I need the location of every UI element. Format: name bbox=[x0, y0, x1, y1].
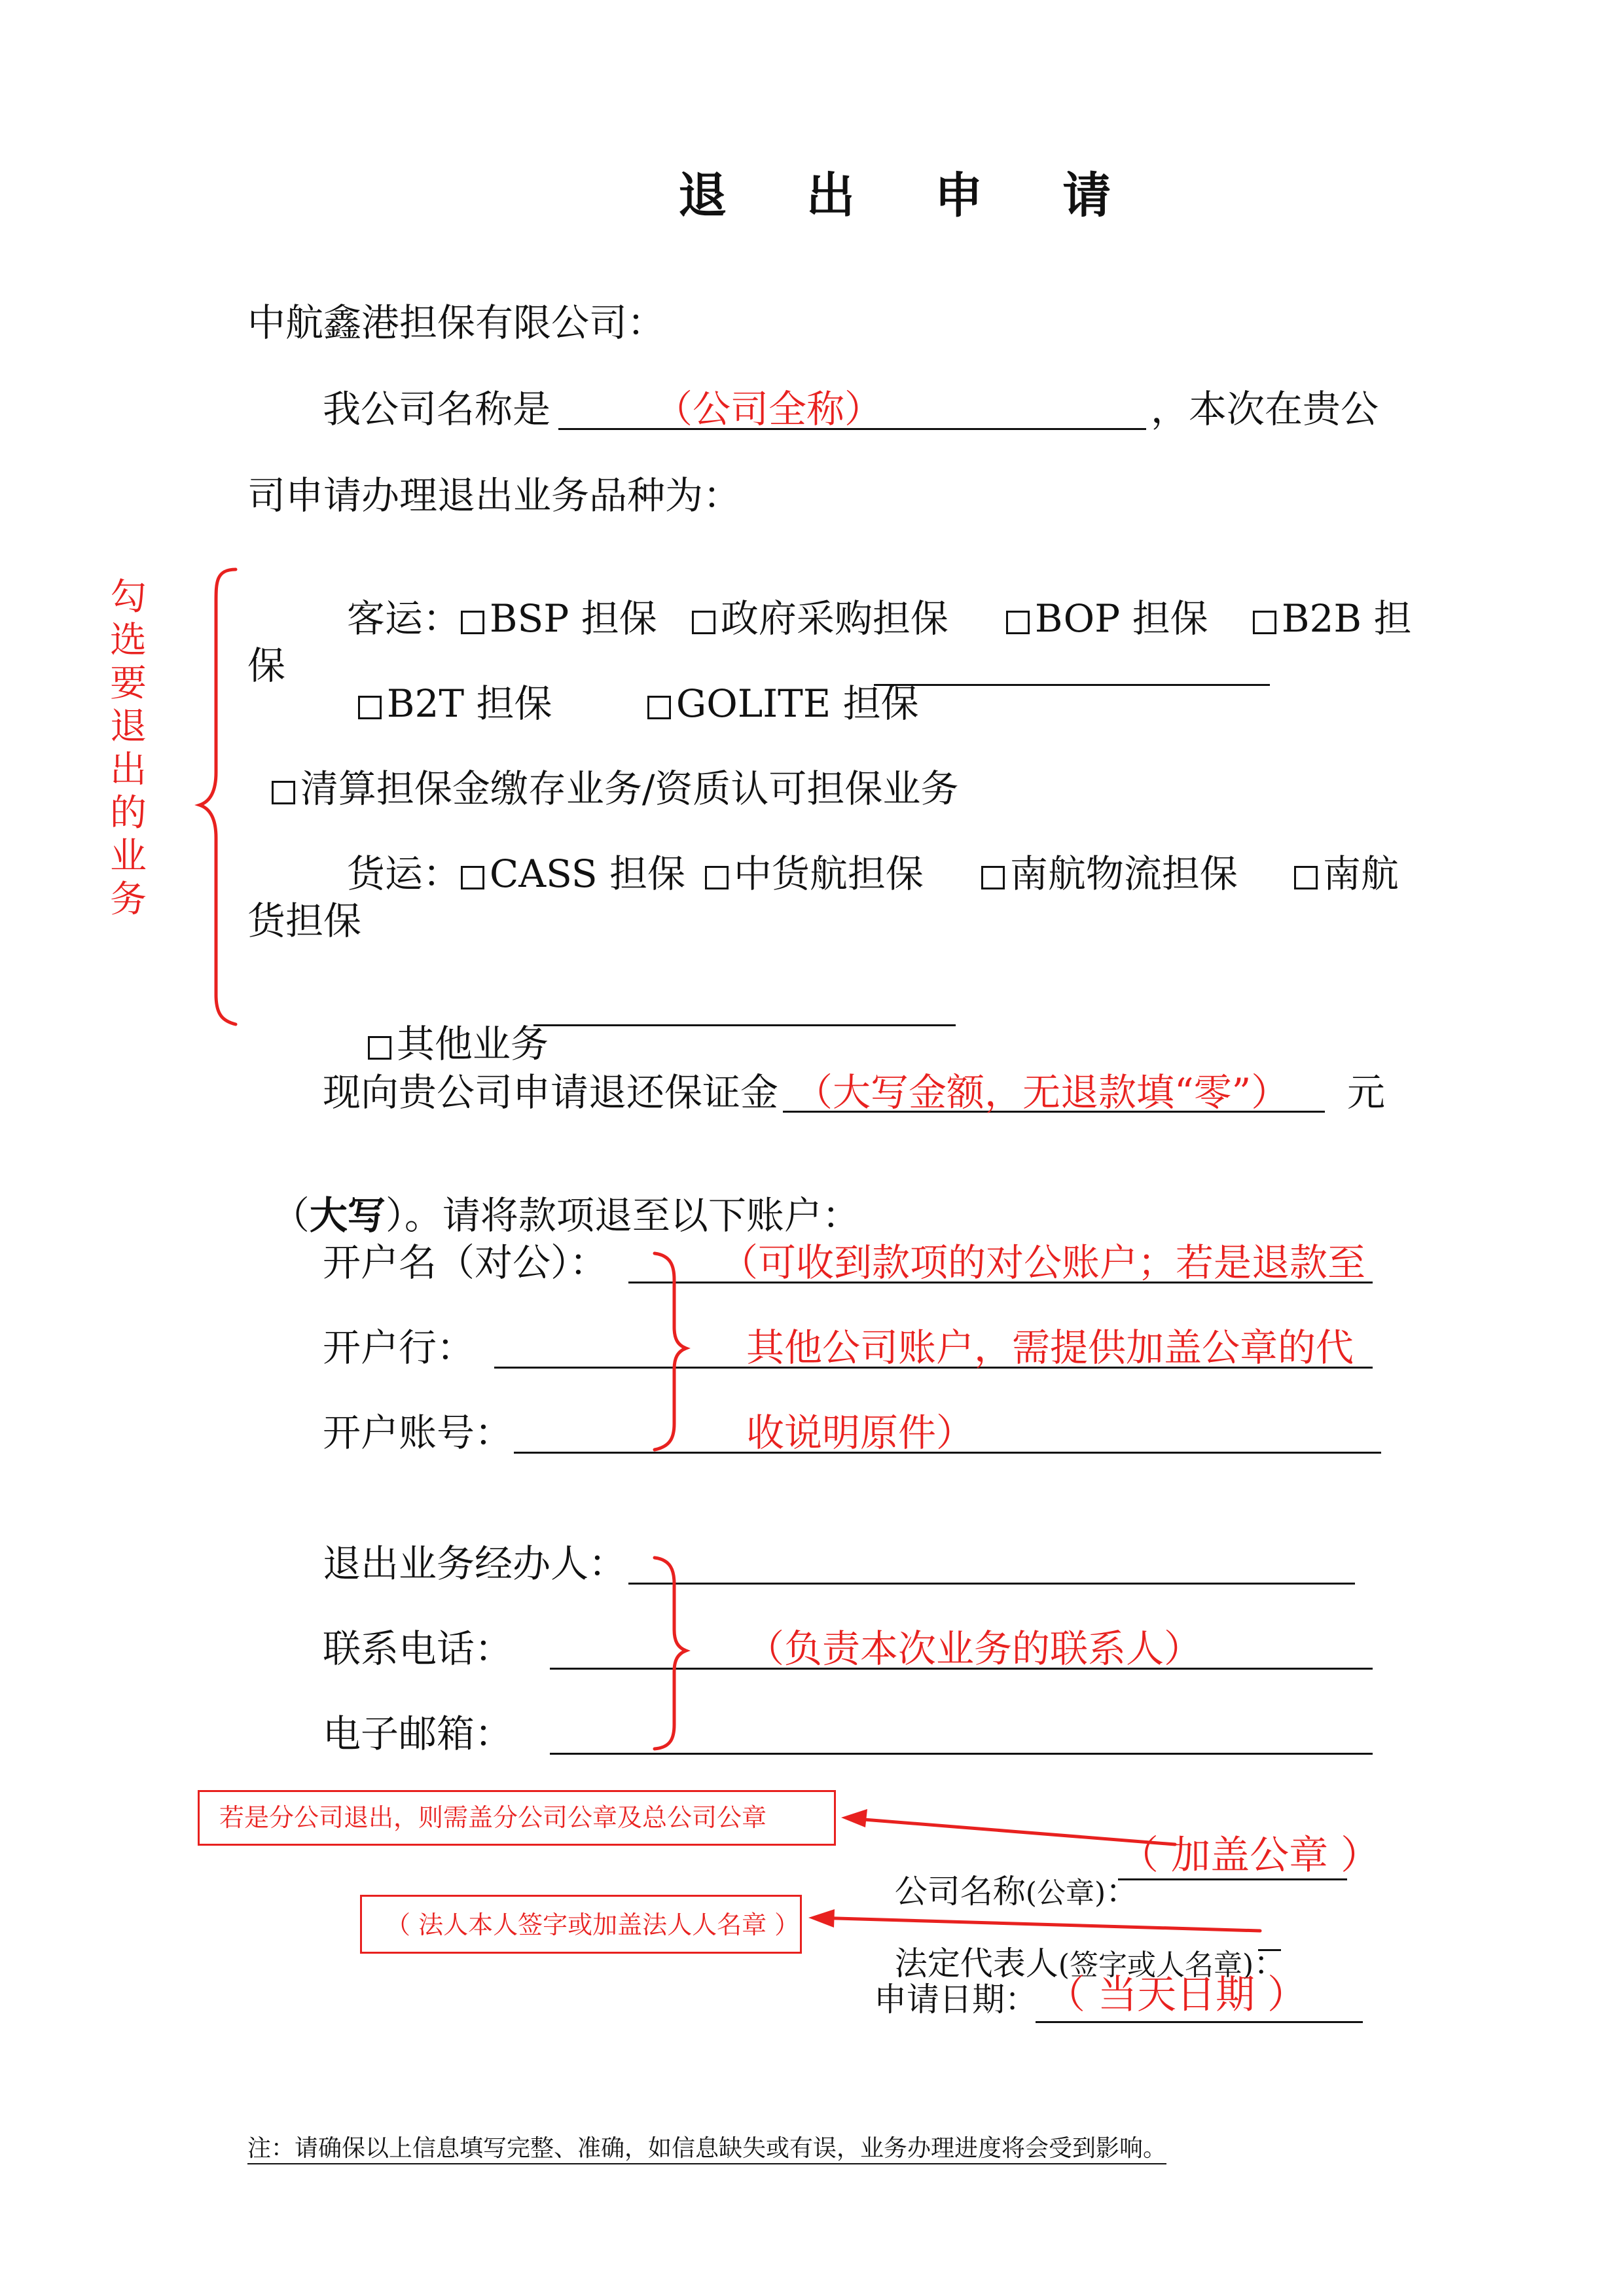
page-title: 退 出 申 请 bbox=[678, 168, 1143, 224]
legal-sign-label: 法定代表人 bbox=[894, 1945, 1058, 1982]
arrow-stamp-head bbox=[841, 1809, 867, 1827]
company-suffix: ，本次在贵公 bbox=[1151, 387, 1379, 431]
company-sign-label: 公司名称 bbox=[894, 1873, 1026, 1910]
contact-brace bbox=[655, 1558, 686, 1749]
option-b2t: B2T 担保 bbox=[386, 681, 552, 726]
option-other: 其他业务 bbox=[396, 1022, 549, 1066]
company-name-hint: （公司全称） bbox=[655, 387, 883, 431]
contact-hint: （负责本次业务的联系人） bbox=[746, 1626, 1202, 1671]
account-number-label: 开户账号： bbox=[323, 1410, 513, 1455]
account-name-label: 开户名（对公）： bbox=[323, 1240, 608, 1285]
footnote: 注：请确保以上信息填写完整、准确，如信息缺失或有误，业务办理进度将会受到影响。 bbox=[247, 2137, 1166, 2164]
company-sign-colon: ： bbox=[1106, 1873, 1139, 1910]
account-hint-2: 其他公司账户，需提供加盖公章的代 bbox=[746, 1325, 1354, 1370]
date-hint: （ 当天日期 ） bbox=[1046, 1972, 1307, 2018]
company-prefix: 我公司名称是 bbox=[323, 387, 551, 431]
legal-sign-small: (签字或人名章) bbox=[1058, 1948, 1254, 1982]
refund-open: （ bbox=[271, 1193, 310, 1238]
option-b2b: B2B 担 bbox=[1281, 596, 1412, 641]
account-brace bbox=[655, 1253, 686, 1450]
arrow-stamp-line bbox=[848, 1818, 1175, 1844]
branch-stamp-note: 若是分公司退出，则需盖分公司公章及总公司公章 bbox=[219, 1803, 767, 1832]
cargo-label: 货运： bbox=[346, 852, 461, 896]
company-sign-small: (公章) bbox=[1025, 1876, 1106, 1910]
handler-label: 退出业务经办人： bbox=[323, 1541, 627, 1586]
option-bop: BOP 担保 bbox=[1034, 596, 1208, 641]
account-hint-1: （可收到款项的对公账户；若是退款至 bbox=[720, 1240, 1366, 1285]
option-southern-logistics: 南航物流担保 bbox=[1009, 852, 1238, 896]
bank-label: 开户行： bbox=[323, 1325, 475, 1370]
option-bsp: BSP 担保 bbox=[489, 596, 657, 641]
option-gov: 政府采购担保 bbox=[720, 596, 948, 641]
refund-hint: （大写金额，无退款填“零”） bbox=[795, 1070, 1290, 1115]
left-brace bbox=[200, 569, 236, 1024]
option-clearing: 清算担保金缴存业务/资质认可担保业务 bbox=[300, 766, 959, 811]
company-line-2: 司申请办理退出业务品种为： bbox=[247, 473, 742, 518]
passenger-label: 客运： bbox=[346, 596, 461, 641]
side-note: 勾选要退出的业务 bbox=[110, 576, 147, 921]
refund-rest: ）。请将款项退至以下账户： bbox=[385, 1193, 860, 1238]
arrow-legal-head bbox=[808, 1909, 835, 1928]
arrow-legal-line bbox=[815, 1918, 1260, 1931]
option-cargo-airline: 中货航担保 bbox=[733, 852, 924, 896]
passenger-wrap: 保 bbox=[247, 643, 286, 688]
option-southern: 南航 bbox=[1322, 852, 1399, 896]
date-label: 申请日期： bbox=[874, 1981, 1038, 2018]
email-label: 电子邮箱： bbox=[323, 1712, 513, 1756]
phone-label: 联系电话： bbox=[323, 1626, 513, 1671]
cargo-wrap: 货担保 bbox=[247, 899, 362, 943]
account-hint-3: 收说明原件） bbox=[746, 1410, 975, 1455]
refund-prefix: 现向贵公司申请退还保证金 bbox=[323, 1070, 779, 1115]
option-golite: GOLITE 担保 bbox=[676, 681, 919, 726]
option-cass: CASS 担保 bbox=[489, 852, 686, 896]
refund-unit: 元 bbox=[1347, 1070, 1386, 1115]
legal-note: （ 法人本人签字或加盖法人人名章 ） bbox=[386, 1910, 800, 1939]
salutation: 中航鑫港担保有限公司： bbox=[247, 300, 666, 345]
legal-sign-colon: ： bbox=[1254, 1945, 1287, 1982]
company-sign-hint: （ 加盖公章 ） bbox=[1119, 1833, 1380, 1878]
refund-uppercase: 大写 bbox=[309, 1193, 386, 1238]
